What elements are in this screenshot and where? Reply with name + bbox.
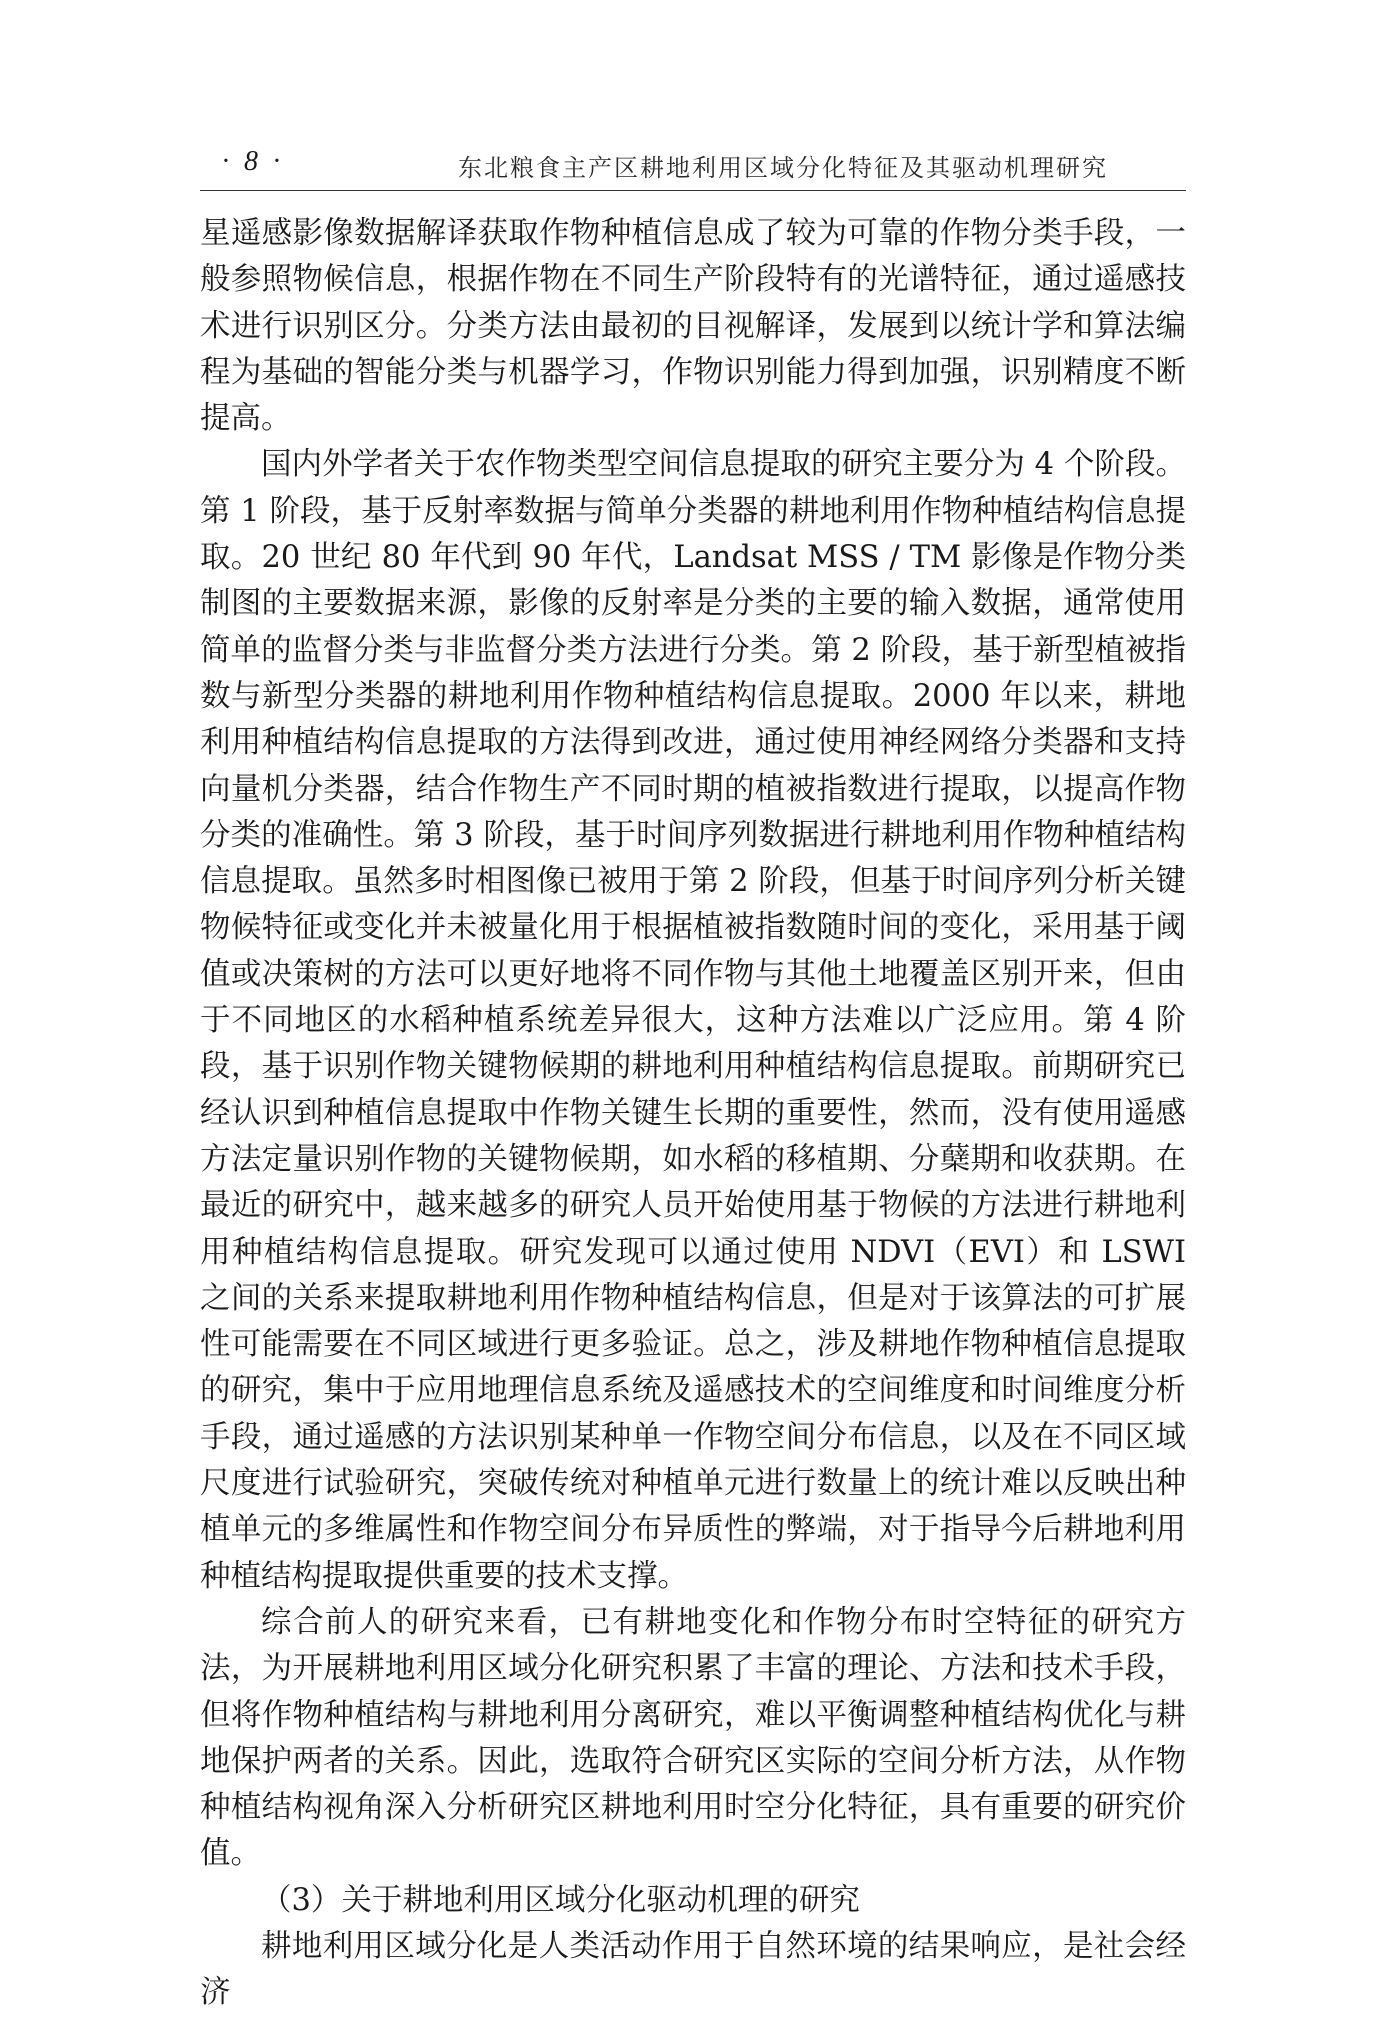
section-subheading: （3）关于耕地利用区域分化驱动机理的研究 [261,1882,860,1918]
paragraph-driving-mechanism: 耕地利用区域分化是人类活动作用于自然环境的结果响应，是社会经济 [200,1928,1186,2011]
paragraph-continuation: 星遥感影像数据解译获取作物种植信息成了较为可靠的作物分类手段，一般参照物候信息，根据作物在不同生产阶段特有的光谱特征，通过遥感技术进行识别区分。分类方法由最初的目视解译，发展到以统计学和算法编程为基础的智能分类与机器学习，作物识别能力得到加强，识别精度不断提高。 [200,216,1186,437]
paragraph-summary: 综合前人的研究来看，已有耕地变化和作物分布时空特征的研究方法，为开展耕地利用区域分化研究积累了丰富的理论、方法和技术手段，但将作物种植结构与耕地利用分离研究，难以平衡调整种植结构优化与耕地保护两者的关系。因此，选取符合研究区实际的空间分析方法，从作物种植结构视角深入分析研究区耕地利用时空分化特征，具有重要的研究价值。 [200,1604,1186,1872]
page-number: · 8 · [222,146,284,177]
running-title: 东北粮食主产区耕地利用区域分化特征及其驱动机理研究 [458,154,1108,182]
paragraph-research-stages: 国内外学者关于农作物类型空间信息提取的研究主要分为 4 个阶段。第 1 阶段，基于反射率数据与简单分类器的耕地利用作物种植结构信息提取。20 世纪 80 年代到 90 年代，Landsat MSS / TM 影像是作物分类制图的主要数据来源，影像的反射率是分类的主要的输入数据，通常使用简单的监督分类与非监督分类方法进行分类。第 2 阶段，基于新型植被指数与新型分类器的耕地利用作物种植结构信息提取。2000 年以来，耕地利用种植结构信息提取的方法得到改进，通过使用神经网络分类器和支持向量机分类器，结合作物生产不同时期的植被指数进行提取，以提高作物分类的准确性。第 3 阶段，基于时间序列数据进行耕地利用作物种植结构信息提取。虽然多时相图像已被用于第 2 阶段，但基于时间序列分析关键物候特征或变化并未被量化用于根据植被指数随时间的变化，采用基于阈值或决策树的方法可以更好地将不同作物与其他土地覆盖区别开来，但由于不同地区的水稻种植系统差异很大，这种方法难以广泛应用。第 4 阶段，基于识别作物关键物候期的耕地利用种植结构信息提取。前期研究已经认识到种植信息提取中作物关键生长期的重要性，然而，没有使用遥感方法定量识别作物的关键物候期，如水稻的移植期、分蘖期和收获期。在最近的研究中，越来越多的研究人员开始使用基于物候的方法进行耕地利用种植结构信息提取。研究发现可以通过使用 NDVI（EVI）和 LSWI 之间的关系来提取耕地利用作物种植结构信息，但是对于该算法的可扩展性可能需要在不同区域进行更多验证。总之，涉及耕地作物种植信息提取的研究，集中于应用地理信息系统及遥感技术的空间维度和时间维度分析手段，通过遥感的方法识别某种单一作物空间分布信息，以及在不同区域尺度进行试验研究，突破传统对种植单元进行数量上的统计难以反映出种植单元的多维属性和作物空间分布异质性的弊端，对于指导今后耕地利用种植结构提取提供重要的技术支撑。 [200,447,1186,1594]
body-text [200,211,1186,2017]
running-header [200,146,1186,191]
